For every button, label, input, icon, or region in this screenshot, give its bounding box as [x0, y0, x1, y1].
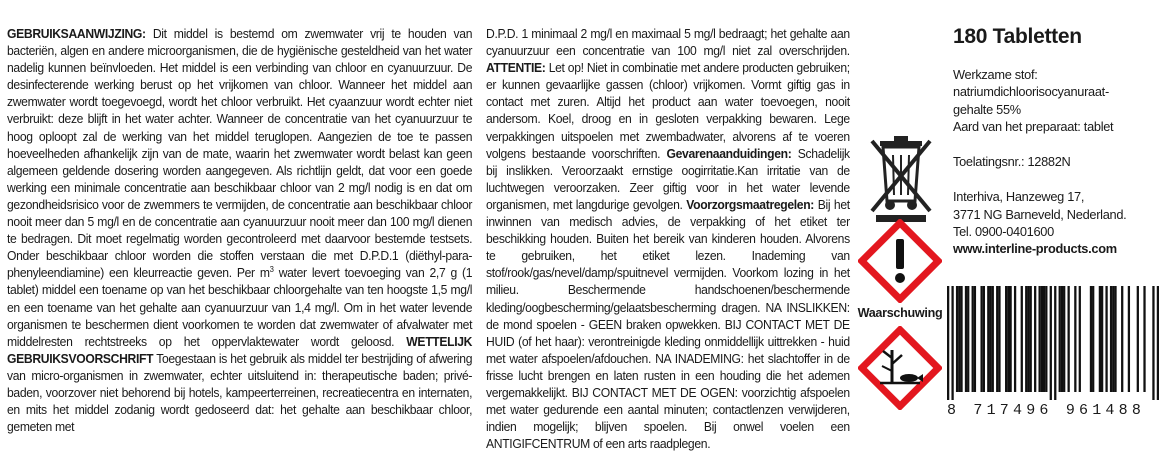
barcode-bar — [1005, 286, 1007, 392]
barcode-digits: 8 717496 961488 — [947, 402, 1146, 419]
precaution-heading: Voorzorgsmaatregelen: — [686, 197, 815, 212]
barcode-bar — [1074, 286, 1076, 392]
product-info-panel — [953, 24, 1158, 276]
barcode-bar — [1137, 286, 1139, 392]
barcode-bar — [1061, 286, 1063, 392]
barcode-bar — [1105, 286, 1107, 392]
barcode-bar — [1027, 286, 1029, 392]
barcode-bar — [1152, 286, 1154, 400]
ghs-environment-icon — [858, 326, 942, 410]
registration-number: Toelatingsnr.: 12882N — [953, 154, 1071, 170]
barcode-bar — [1128, 286, 1130, 392]
safety-text-column: D.P.D. 1 minimaal 2 mg/l en maximaal 5 mg/l bedraagt; het gehalte aan cyanuurzuur een concentratie van 100 mg/l niet zal overschrijden. ATTENTIE: Let op! Niet in combinatie met andere producten gebruiken; er kunnen gevaarlijke gassen (chloor) vrijkomen. Vormt giftig gas in contact met zuren. Altijd het product aan water toevoegen, nooit andersom. Koel, droog en in gesloten verpakking bewaren. Lege verpakkingen uitspoelen met zwembadwater, alvorens af te voeren volgens bestaande voorschriften. Gevarenaanduidingen: Schadelijk bij inslikken. Veroorzaakt ernstige oogirritatie.Kan irritatie van de luchtwegen veroorzaken. Zeer giftig voor in het water levende organismen, met langdurige gevolgen. Voorzorgsmaatregelen: Bij het inwinnen van medisch advies, de verpakking of het etiket ter beschikking houden. Buiten het bereik van kinderen houden. Alvorens te gebruiken, het etiket lezen. Inademing van stof/rook/gas/nevel/damp/spuitnevel vermijden. Voorkom lozing in het milieu. Beschermende handschoenen/beschermende kleding/oogbescherming/gelaatsbescherming dragen. NA INSLIKKEN: de mond spoelen - GEEN braken opwekken. BIJ CONTACT MET DE HUID (of het haar): verontreinigde kleding onmiddellijk uittrekken - huid met water afspoelen/afdouchen. NA INADEMING: het slachtoffer in de frisse lucht brengen en laten rusten in een houding die het ademen vergemakkelijkt. BIJ CONTACT MET DE OGEN: voorzichtig afspoelen met water gedurende een aantal minuten; contactlenzen verwijderen, indien mogelijk; blijven spoelen. Bij onwel voelen een ANTIGIFCENTRUM of een arts raadplegen. — [486, 27, 850, 452]
barcode-bar — [1038, 286, 1040, 392]
barcode-bar — [1050, 286, 1052, 400]
barcode-bar — [958, 286, 960, 392]
barcode-bar — [989, 286, 991, 392]
barcode — [947, 286, 1159, 400]
barcode-bar — [1068, 286, 1070, 392]
barcode-bar — [1090, 286, 1092, 392]
barcode-bar — [960, 286, 962, 392]
barcode-bar — [1041, 286, 1043, 392]
barcode-bar — [1030, 286, 1032, 392]
crossed-out-wheelie-bin-icon — [866, 133, 936, 223]
barcode-bar — [1043, 286, 1045, 392]
barcode-bar — [1143, 286, 1145, 392]
barcode-bar — [1021, 286, 1023, 392]
barcode-bar — [998, 286, 1000, 392]
barcode-bar — [996, 286, 998, 392]
barcode-bar — [1014, 286, 1016, 392]
barcode-bar — [1114, 286, 1116, 392]
website-link: www.interline-products.com — [953, 241, 1117, 257]
barcode-bar — [965, 286, 967, 392]
barcode-bar — [972, 286, 974, 392]
barcode-bar — [951, 286, 953, 400]
barcode-bar — [1054, 286, 1056, 400]
usage-heading: GEBRUIKSAANWIJZING: — [7, 27, 146, 41]
barcode-bar — [967, 286, 969, 392]
barcode-bar — [980, 286, 982, 392]
hazard-heading: Gevarenaanduidingen: — [666, 146, 792, 161]
usage-text-column: GEBRUIKSAANWIJZING: Dit middel is bestemd om zwemwater vrij te houden van bacteriën, algen en andere microorganismen, die de hygiënische gesteldheid van het water nadelig kunnen beïnvloeden. Het middel is een verbinding van chloor en cyanuurzuur. De desinfecterende werking berust op het vrijkomen van chloor. Wanneer het middel aan zwemwater wordt toegevoegd, wordt het chloor verbruikt. Het cyaanzuur wordt echter niet verbruikt: deze blijft in het water achter. Wanneer de concentratie van het cyanuurzuur te hoog oploopt zal de werking van het middel teruglopen. Aangezien de toe te passen hoeveelheden afhankelijk zijn van de mate, waarin het zwemwater wordt belast kan geen algemeen geldende dosering worden aangegeven. Als richtlijn geldt, dat voor een goede werking een minimale concentratie aan beschikbaar chloor van 2 mg/l nodig is en dat om gezondheidsrisico voor de zwemmers te vermijden, de concentratie aan beschikbaar chloor nooit meer dan 5 mg/l en de concentratie aan cyanuurzuur nooit meer dan 100 mg/l dienen te bedragen. Dit moet regelmatig worden gecontroleerd met daarvoor bestemde testsets. Onder beschikbaar chloor worden die stoffen verstaan die met D.P.D.1 (diëthyl-para-phenyleendiamine) een kleurreactie geven. Per $m^3$ water levert toevoeging van 2,7 g (1 tablet) middel een toename op van het beschikbaar chloorgehalte van ten hoogste 1,5 mg/l en een toename van het gehalte aan cyanuurzuur van 1,4 mg/l. Om in het water levende organismen te beschermen dient voorkomen te worden dat zwemwater of afvalwater met middelresten rechtstreeks op het oppervlaktewater wordt geloosd. WETTELIJK GEBRUIKSVOORSCHRIFT Toegestaan is het gebruik als middel ter bestrijding of afwering van micro-organismen in zwemwater, echter uitsluitend in: therapeutische baden; privé-baden, voorzover niet behorend bij hotels, kampeerterreinen, recreatiecentra en internaten, en mits het middel zodanig wordt gedoseerd dat: het gehalte aan beschikbaar chloor, gemeten met — [7, 27, 473, 435]
warning-signal-word: Waarschuwing — [857, 306, 943, 320]
barcode-bar — [1101, 286, 1103, 392]
barcode-bar — [1157, 286, 1159, 400]
barcode-bar — [1034, 286, 1036, 392]
barcode-bar — [947, 286, 949, 400]
attention-heading: ATTENTIE: — [486, 61, 546, 76]
barcode-bar — [1099, 286, 1101, 392]
barcode-bar — [983, 286, 985, 392]
barcode-bar — [992, 286, 994, 392]
legal-heading: WETTELIJK GEBRUIKSVOORSCHRIFT — [7, 334, 473, 366]
barcode-bar — [1063, 286, 1065, 392]
product-title: 180 Tabletten — [953, 25, 1082, 48]
barcode-bar — [1121, 286, 1123, 392]
barcode-bar — [1045, 286, 1047, 392]
barcode-bar — [1007, 286, 1009, 392]
barcode-bar — [1112, 286, 1114, 392]
barcode-bar — [1110, 286, 1112, 392]
barcode-bar — [1059, 286, 1061, 392]
barcode-bar — [1079, 286, 1081, 392]
barcode-bar — [974, 286, 976, 392]
manufacturer-address: Interhiva, Hanzeweg 17, 3771 NG Barneveld, Nederland. Tel. 0900-0401600 www.interline-products.com — [953, 188, 1158, 257]
ghs-exclamation-icon — [858, 219, 942, 303]
barcode-bar — [987, 286, 989, 392]
barcode-bar — [1009, 286, 1011, 392]
composition-block: Werkzame stof: natriumdichloorisocyanuraat- gehalte 55% Aard van het preparaat: tablet — [953, 67, 1114, 134]
barcode-bar — [1025, 286, 1027, 392]
barcode-bar — [956, 286, 958, 392]
barcode-bar — [1092, 286, 1094, 392]
